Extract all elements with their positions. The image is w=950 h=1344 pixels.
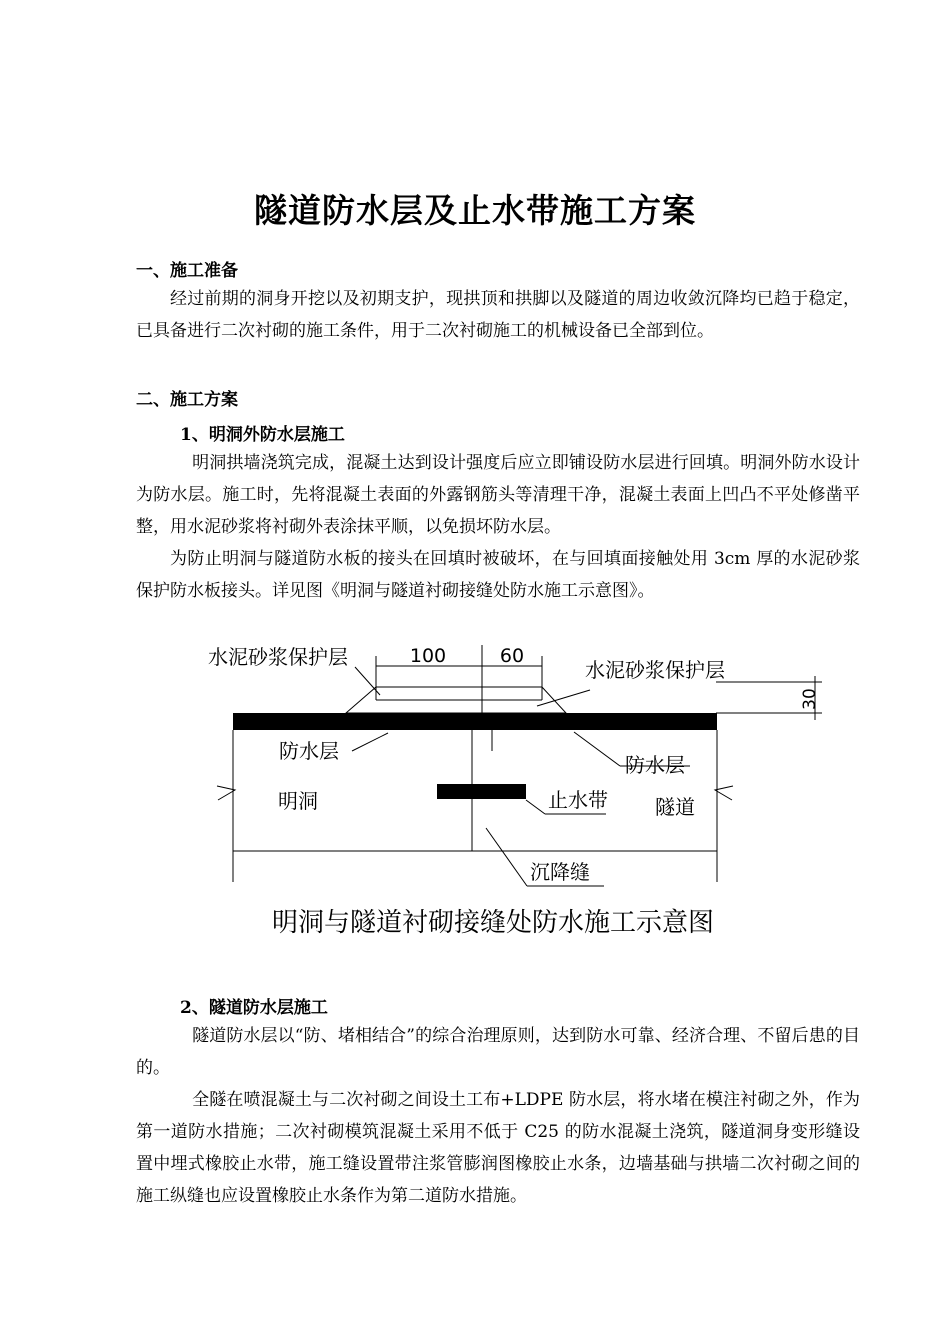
label-tunnel: 隧道 bbox=[655, 795, 695, 819]
subsection-heading-1: 1、明洞外防水层施工 bbox=[180, 425, 345, 445]
leader-waterproof-right bbox=[574, 732, 620, 766]
section-heading-1: 一、施工准备 bbox=[136, 261, 238, 281]
dim-30-label: 30 bbox=[800, 688, 820, 710]
joint-waterproofing-diagram bbox=[0, 620, 950, 950]
page-title: 隧道防水层及止水带施工方案 bbox=[254, 191, 696, 230]
paragraph-open-cut-1: 明洞拱墙浇筑完成，混凝土达到设计强度后应立即铺设防水层进行回填。明洞外防水设计为防水层。施工时，先将混凝土表面的外露钢筋头等清理干净，混凝土表面上凹凸不平处修凿平整，用水泥砂浆将衬砌外表涂抹平顺，以免损坏防水层。 bbox=[136, 453, 860, 537]
dim-60-label: 60 bbox=[499, 645, 525, 667]
label-waterproof-right: 防水层 bbox=[625, 753, 685, 777]
label-settlement-joint: 沉降缝 bbox=[530, 860, 590, 884]
paragraph-tunnel-1: 隧道防水层以“防、堵相结合”的综合治理原则，达到防水可靠、经济合理、不留后患的目的。 bbox=[136, 1026, 860, 1078]
diagram-caption: 明洞与隧道衬砌接缝处防水施工示意图 bbox=[271, 908, 715, 938]
label-waterproof-left: 防水层 bbox=[279, 739, 339, 763]
leader-waterstop bbox=[526, 800, 545, 814]
lining-thick-bar bbox=[233, 713, 717, 730]
leader-waterproof-left bbox=[352, 733, 388, 751]
subsection-heading-2: 2、隧道防水层施工 bbox=[180, 998, 328, 1018]
leader-settlement-joint bbox=[486, 828, 527, 886]
label-waterstop: 止水带 bbox=[548, 788, 608, 812]
break-symbol-left bbox=[217, 786, 235, 800]
dim-100-label: 100 bbox=[409, 645, 447, 667]
break-symbol-right bbox=[715, 786, 733, 800]
paragraph-tunnel-2: 全隧在喷混凝土与二次衬砌之间设土工布+LDPE 防水层，将水堵在模注衬砌之外，作为第一道防水措施；二次衬砌模筑混凝土采用不低于 C25 的防水混凝土浇筑，隧道洞身变形缝设置中埋式橡胶止水带，施工缝设置带注浆管膨润图橡胶止水条，边墙基础与拱墙二次衬砌之间的施工纵缝也应设置橡胶止水条作为第二道防水措施。 bbox=[136, 1090, 860, 1206]
waterstop-bar bbox=[437, 784, 526, 799]
paragraph-open-cut-2: 为防止明洞与隧道防水板的接头在回填时被破坏，在与回填面接触处用 3cm 厚的水泥砂浆保护防水板接头。详见图《明洞与隧道衬砌接缝处防水施工示意图》。 bbox=[136, 549, 860, 601]
paragraph-preparation: 经过前期的洞身开挖以及初期支护，现拱顶和拱脚以及隧道的周边收敛沉降均已趋于稳定，已具备进行二次衬砌的施工条件，用于二次衬砌施工的机械设备已全部到位。 bbox=[136, 289, 860, 341]
section-heading-2: 二、施工方案 bbox=[136, 390, 238, 410]
label-mortar-left: 水泥砂浆保护层 bbox=[208, 645, 348, 669]
leader-mortar-right bbox=[537, 690, 590, 706]
label-mortar-right: 水泥砂浆保护层 bbox=[585, 658, 725, 682]
label-open-cut: 明洞 bbox=[278, 789, 318, 813]
